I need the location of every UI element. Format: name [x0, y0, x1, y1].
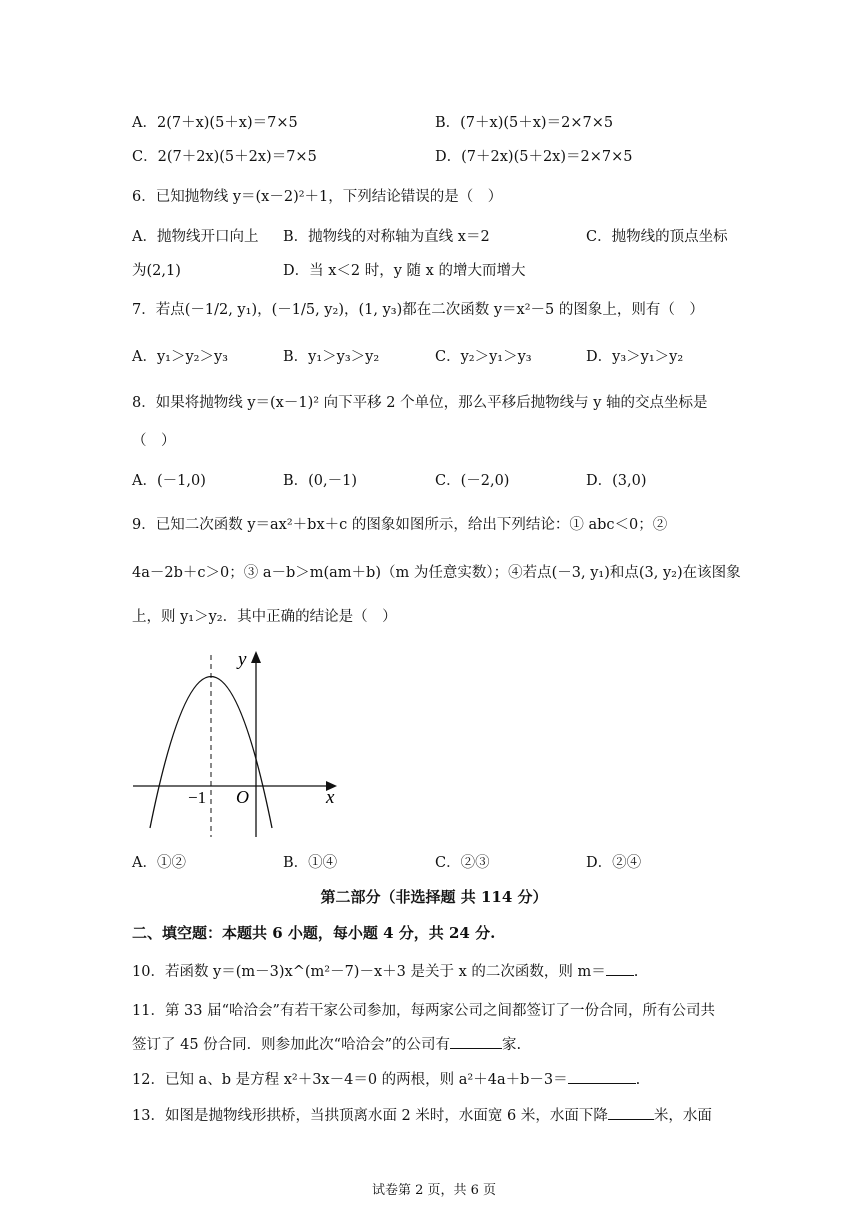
q9-line-1: 9．已知二次函数 y＝ax²＋bx＋c 的图象如图所示，给出下列结论：① abc＜0；② [132, 517, 668, 533]
x-axis-label: x [326, 787, 335, 808]
q9-line-3: 上，则 y₁＞y₂．其中正确的结论是（ ） [132, 609, 397, 625]
q7-stem: 7．若点(－1/2, y₁)，(－1/5, y₂)，(1, y₃)都在二次函数 y＝x²－5 的图象上，则有（ ） [132, 302, 704, 318]
q8-option-a: A．(－1,0) [132, 473, 206, 489]
q7-option-d: D．y₃＞y₁＞y₂ [586, 349, 684, 365]
origin-label: O [236, 787, 249, 807]
q8-option-b: B．(0,－1) [283, 473, 358, 489]
q13-answer-blank[interactable] [608, 1104, 654, 1120]
q13-text: 13．如图是抛物线形拱桥，当拱顶离水面 2 米时，水面宽 6 米，水面下降 [132, 1108, 608, 1124]
q9-option-b: B．①④ [283, 855, 338, 871]
q9-line-2: 4a－2b＋c＞0；③ a－b＞m(am＋b)（m 为任意实数）；④若点(－3, y₁)和点(3, y₂)在该图象 [132, 565, 741, 581]
q10-period: . [633, 964, 639, 980]
q5-option-a: A．2(7＋x)(5＋x)＝7×5 [132, 115, 298, 131]
q12-period: . [635, 1072, 641, 1088]
q7-option-b: B．y₁＞y₃＞y₂ [283, 349, 380, 365]
q11-text: 签订了 45 份合同．则参加此次“哈洽会”的公司有 [132, 1037, 450, 1053]
q11-answer-blank[interactable] [450, 1033, 502, 1049]
q10-text: 10．若函数 y＝(m－3)x^(m²－7)－x＋3 是关于 x 的二次函数，则 m＝ [132, 964, 606, 980]
q8-stem: 8．如果将抛物线 y＝(x－1)² 向下平移 2 个单位，那么平移后抛物线与 y 轴的交点坐标是 [132, 395, 708, 411]
q8-option-c: C．(－2,0) [435, 473, 510, 489]
q9-option-d: D．②④ [586, 855, 642, 871]
fill-in-section-heading: 二、填空题：本题共 6 小题，每小题 4 分，共 24 分. [132, 924, 496, 942]
q11-tail: 家. [502, 1037, 522, 1053]
q6-option-a: A．抛物线开口向上 [132, 229, 259, 245]
q11-line-2 [132, 1033, 521, 1056]
part-two-title: 第二部分（非选择题 共 114 分） [320, 888, 548, 906]
q12-text: 12．已知 a、b 是方程 x²＋3x－4＝0 的两根，则 a²＋4a＋b－3＝ [132, 1072, 568, 1088]
q6-option-d: D．当 x＜2 时，y 随 x 的增大而增大 [283, 263, 526, 279]
q13-tail: 米，水面 [653, 1108, 712, 1124]
y-axis-arrow-icon [251, 651, 261, 663]
q10-answer-blank[interactable] [606, 960, 634, 976]
q5-option-c: C．2(7＋2x)(5＋2x)＝7×5 [132, 149, 317, 165]
parabola-curve [150, 677, 272, 829]
q7-option-a: A．y₁＞y₂＞y₃ [132, 349, 228, 365]
q8-answer-paren: （ ） [132, 433, 176, 449]
q12-question [132, 1068, 640, 1091]
q6-option-c-continued: 为(2,1) [132, 263, 181, 279]
q5-option-d: D．(7＋2x)(5＋2x)＝2×7×5 [435, 149, 633, 165]
q9-option-c: C．②③ [435, 855, 490, 871]
tick-label: −1 [188, 788, 207, 807]
page-footer: 试卷第 2 页，共 6 页 [371, 1183, 497, 1198]
q9-option-a: A．①② [132, 855, 186, 871]
q8-option-d: D．(3,0) [586, 473, 647, 489]
q5-option-b: B．(7＋x)(5＋x)＝2×7×5 [435, 115, 614, 131]
q6-option-b: B．抛物线的对称轴为直线 x＝2 [283, 229, 490, 245]
q13-question [132, 1104, 712, 1127]
q11-line-1: 11．第 33 届“哈洽会”有若干家公司参加，每两家公司之间都签订了一份合同，所有公司共 [132, 1003, 715, 1019]
q6-stem: 6．已知抛物线 y＝(x－2)²＋1，下列结论错误的是（ ） [132, 189, 503, 205]
q12-answer-blank[interactable] [568, 1068, 636, 1084]
y-axis-label: y [238, 649, 247, 670]
q9-parabola-graph [125, 645, 350, 845]
q7-option-c: C．y₂＞y₁＞y₃ [435, 349, 532, 365]
q10-question [132, 960, 638, 983]
q6-option-c: C．抛物线的顶点坐标 [586, 229, 728, 245]
